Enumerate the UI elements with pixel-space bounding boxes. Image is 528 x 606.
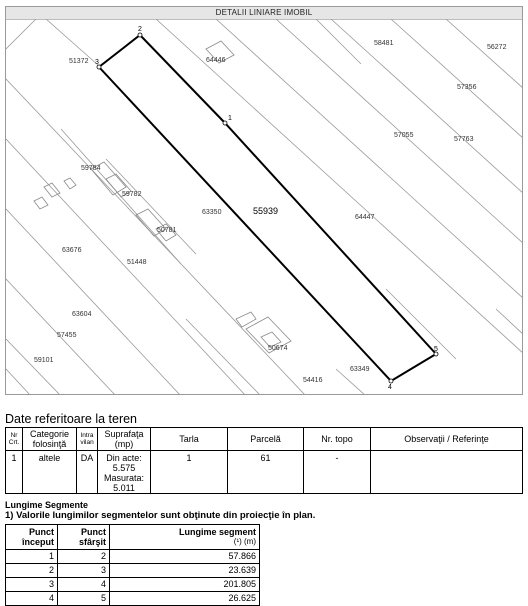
neighbor-label: 57055: [394, 132, 414, 139]
neighbor-label: 64446: [206, 57, 226, 64]
cell-length: 201.805: [110, 578, 260, 592]
table-row: [6, 578, 260, 592]
neighbor-label: 63676: [62, 247, 82, 254]
land-data-title: Date referitoare la teren: [5, 412, 138, 426]
col-header-start: Punct început: [6, 525, 58, 550]
cell-topo: -: [304, 451, 371, 494]
map-frame: [5, 6, 523, 395]
point-label-4: 4: [388, 384, 392, 391]
col-header-category: Categorie folosinţă: [23, 428, 77, 451]
point-label-3: 3: [95, 59, 99, 66]
segments-header-row: [6, 525, 260, 550]
cadastral-map: [6, 19, 523, 395]
neighbor-label: 57763: [454, 136, 474, 143]
neighbor-label: 51372: [69, 58, 89, 65]
col-header-topo: Nr. topo: [304, 428, 371, 451]
length-header-label: Lungime segment: [178, 527, 256, 537]
neighbor-label: 54416: [303, 377, 323, 384]
neighbor-label: 64447: [355, 214, 375, 221]
cell-start: 3: [6, 578, 58, 592]
neighbor-label: 51448: [127, 259, 147, 266]
neighbor-label: 50674: [268, 345, 288, 352]
cell-end: 4: [58, 578, 110, 592]
cell-intravilan: DA: [77, 451, 98, 494]
cell-start: 2: [6, 564, 58, 578]
point-label-5: 5: [434, 346, 438, 353]
col-header-intravilan: Intra vilan: [77, 428, 98, 451]
parcel-number-label: 55939: [253, 206, 279, 216]
area-acts-value: 5.575: [112, 463, 136, 473]
col-header-notes: Observaţii / Referinţe: [371, 428, 523, 451]
cell-nr: 1: [6, 451, 23, 494]
cell-parcel: 61: [228, 451, 304, 494]
cell-end: 5: [58, 592, 110, 606]
area-acts-label: Din acte:: [106, 453, 142, 463]
neighbor-label: 50781: [157, 227, 177, 234]
col-header-tarla: Tarla: [151, 428, 228, 451]
cell-start: 1: [6, 550, 58, 564]
cell-length: 57.866: [110, 550, 260, 564]
cell-category: altele: [23, 451, 77, 494]
table-row: [6, 550, 260, 564]
area-measured-label: Masurata:: [103, 473, 145, 483]
length-header-unit: (¹) (m): [233, 537, 256, 546]
neighbor-label: 59784: [81, 165, 101, 172]
cell-length: 26.625: [110, 592, 260, 606]
cell-length: 23.639: [110, 564, 260, 578]
map-header: DETALII LINIARE IMOBIL: [6, 7, 522, 20]
col-header-end: Punct sfârşit: [58, 525, 110, 550]
neighbor-label: 63604: [72, 311, 92, 318]
segments-table: [5, 524, 260, 606]
neighbor-label: 59101: [34, 357, 54, 364]
cell-area: [98, 451, 151, 494]
point-label-1: 1: [228, 115, 232, 122]
segments-note: 1) Valorile lungimilor segmentelor sunt obţinute din proiecţie în plan.: [5, 510, 316, 521]
cell-end: 2: [58, 550, 110, 564]
cell-end: 3: [58, 564, 110, 578]
cell-tarla: 1: [151, 451, 228, 494]
segments-title: Lungime Segmente: [5, 500, 89, 510]
land-data-table: [5, 427, 523, 494]
table-row: [6, 451, 523, 494]
col-header-nr: Nr Crt.: [6, 428, 23, 451]
cell-start: 4: [6, 592, 58, 606]
neighbor-label: 57356: [457, 84, 477, 91]
neighbor-label: 63350: [202, 209, 222, 216]
neighbor-label: 56272: [487, 44, 507, 51]
neighbor-label: 63349: [350, 366, 370, 373]
col-header-parcel: Parcelă: [228, 428, 304, 451]
area-measured-value: 5.011: [113, 483, 135, 493]
table-row: [6, 564, 260, 578]
neighbor-label: 57455: [57, 332, 77, 339]
table-row: [6, 592, 260, 606]
col-header-area: Suprafaţa (mp): [98, 428, 151, 451]
col-header-length: [110, 525, 260, 550]
neighbor-label: 58481: [374, 40, 394, 47]
neighbor-label: 59782: [122, 191, 142, 198]
point-label-2: 2: [138, 26, 142, 33]
cell-notes: [371, 451, 523, 494]
table-header-row: [6, 428, 523, 451]
